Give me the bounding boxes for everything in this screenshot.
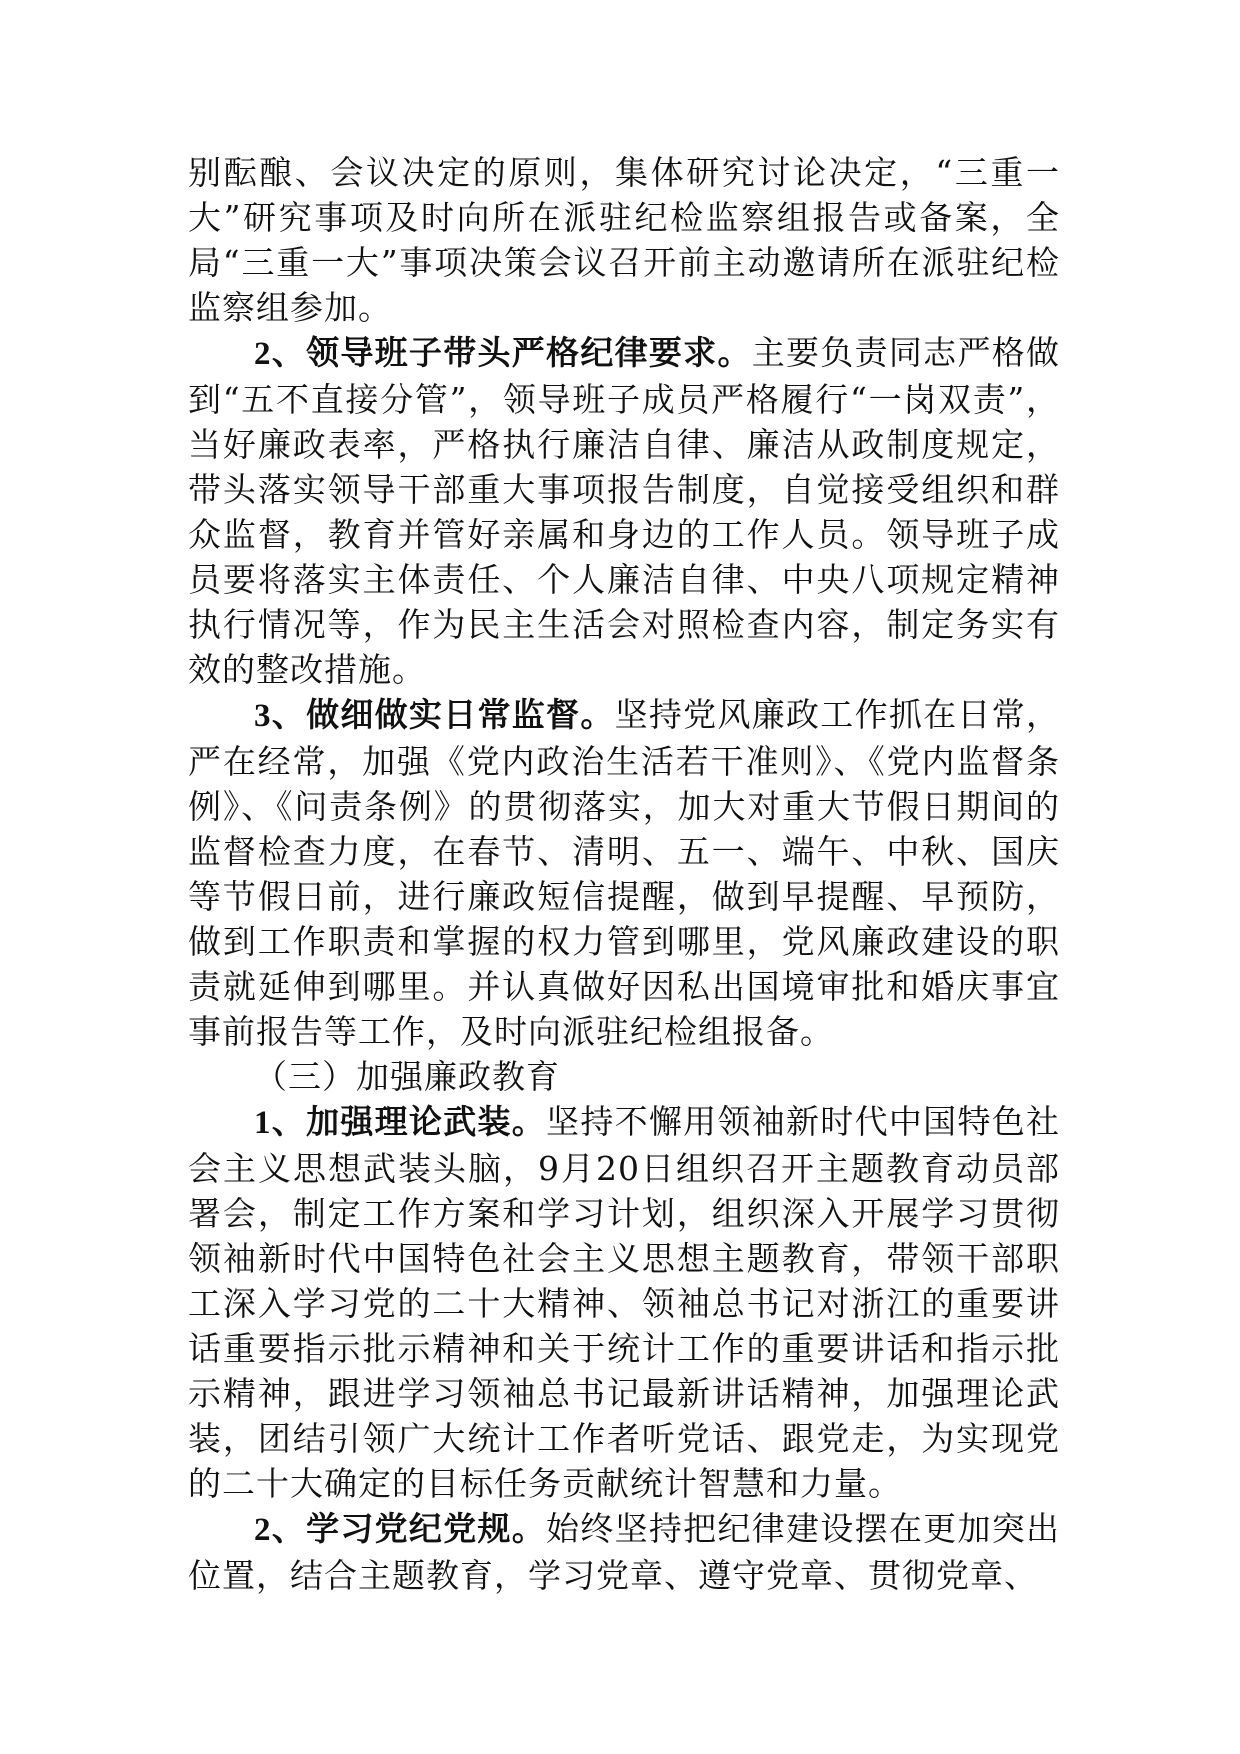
paragraph-daily-supervision xyxy=(188,692,1060,1054)
lead-heading: 、做细做实日常监督。 xyxy=(271,695,615,734)
paragraph-lead xyxy=(254,695,615,734)
paragraph-text: 主要负责同志严格做到“五不直接分管”，领导班子成员严格履行“一岗双责”，当好廉政表率，严格执行廉洁自律、廉洁从政制度规定，带头落实领导干部重大事项报告制度，自觉接受组织和群众监督，教育并管好亲属和身边的工作人员。领导班子成员要将落实主体责任、个人廉洁自律、中央八项规定精神执行情况等，作为民主生活会对照检查内容，制定务实有效的整改措施。 xyxy=(188,333,1061,689)
paragraph-lead xyxy=(254,333,752,372)
paragraph-text: 坚持不懈用领袖新时代中国特色社会主义思想武装头脑，9月20日组织召开主题教育动员部署会，制定工作方案和学习计划，组织深入开展学习贯彻领袖新时代中国特色社会主义思想主题教育，带领干部职工深入学习党的二十大精神、领袖总书记对浙江的重要讲话重要指示批示精神和关于统计工作的重要讲话和指示批示精神，跟进学习领袖总书记最新讲话精神，加强理论武装，团结引领广大统计工作者听党话、跟党走，为实现党的二十大确定的目标任务贡献统计智慧和力量。 xyxy=(188,1102,1061,1503)
section-heading-text: （三）加强廉政教育 xyxy=(254,1057,560,1096)
paragraph-party-rules xyxy=(188,1506,1060,1598)
paragraph-text: 始终坚持把纪律建设摆在更加突出位置，结合主题教育，学习党章、遵守党章、贯彻党章、 xyxy=(188,1509,1061,1595)
paragraph-lead xyxy=(254,1509,546,1548)
paragraph-theory-study xyxy=(188,1099,1060,1506)
lead-heading: 、领导班子带头严格纪律要求。 xyxy=(271,333,752,372)
paragraph-text: 别酝酿、会议决定的原则，集体研究讨论决定，“三重一大”研究事项及时向所在派驻纪检监察组报告或备案，全局“三重一大”事项决策会议召开前主动邀请所在派驻纪检监察组参加。 xyxy=(188,153,1060,327)
paragraph-lead xyxy=(254,1102,546,1141)
paragraph-leader-discipline xyxy=(188,330,1060,692)
paragraph-text: 坚持党风廉政工作抓在日常，严在经常，加强《党内政治生活若干准则》、《党内监督条例》、《问责条例》的贯彻落实，加大对重大节假日期间的监督检查力度，在春节、清明、五一、端午、中秋、国庆等节假日前，进行廉政短信提醒，做到早提醒、早预防，做到工作职责和掌握的权力管到哪里，党风廉政建设的职责就延伸到哪里。并认真做好因私出国境审批和婚庆事宜事前报告等工作，及时向派驻纪检组报备。 xyxy=(188,695,1061,1051)
lead-number: 1 xyxy=(254,1105,272,1141)
document-body xyxy=(188,150,1060,1598)
lead-number: 3 xyxy=(254,698,272,734)
section-heading xyxy=(188,1054,1060,1099)
lead-heading: 、加强理论武装。 xyxy=(271,1102,547,1141)
lead-number: 2 xyxy=(254,336,272,372)
paragraph-continuation xyxy=(188,150,1060,330)
lead-heading: 、学习党纪党规。 xyxy=(271,1509,547,1548)
lead-number: 2 xyxy=(254,1512,272,1548)
